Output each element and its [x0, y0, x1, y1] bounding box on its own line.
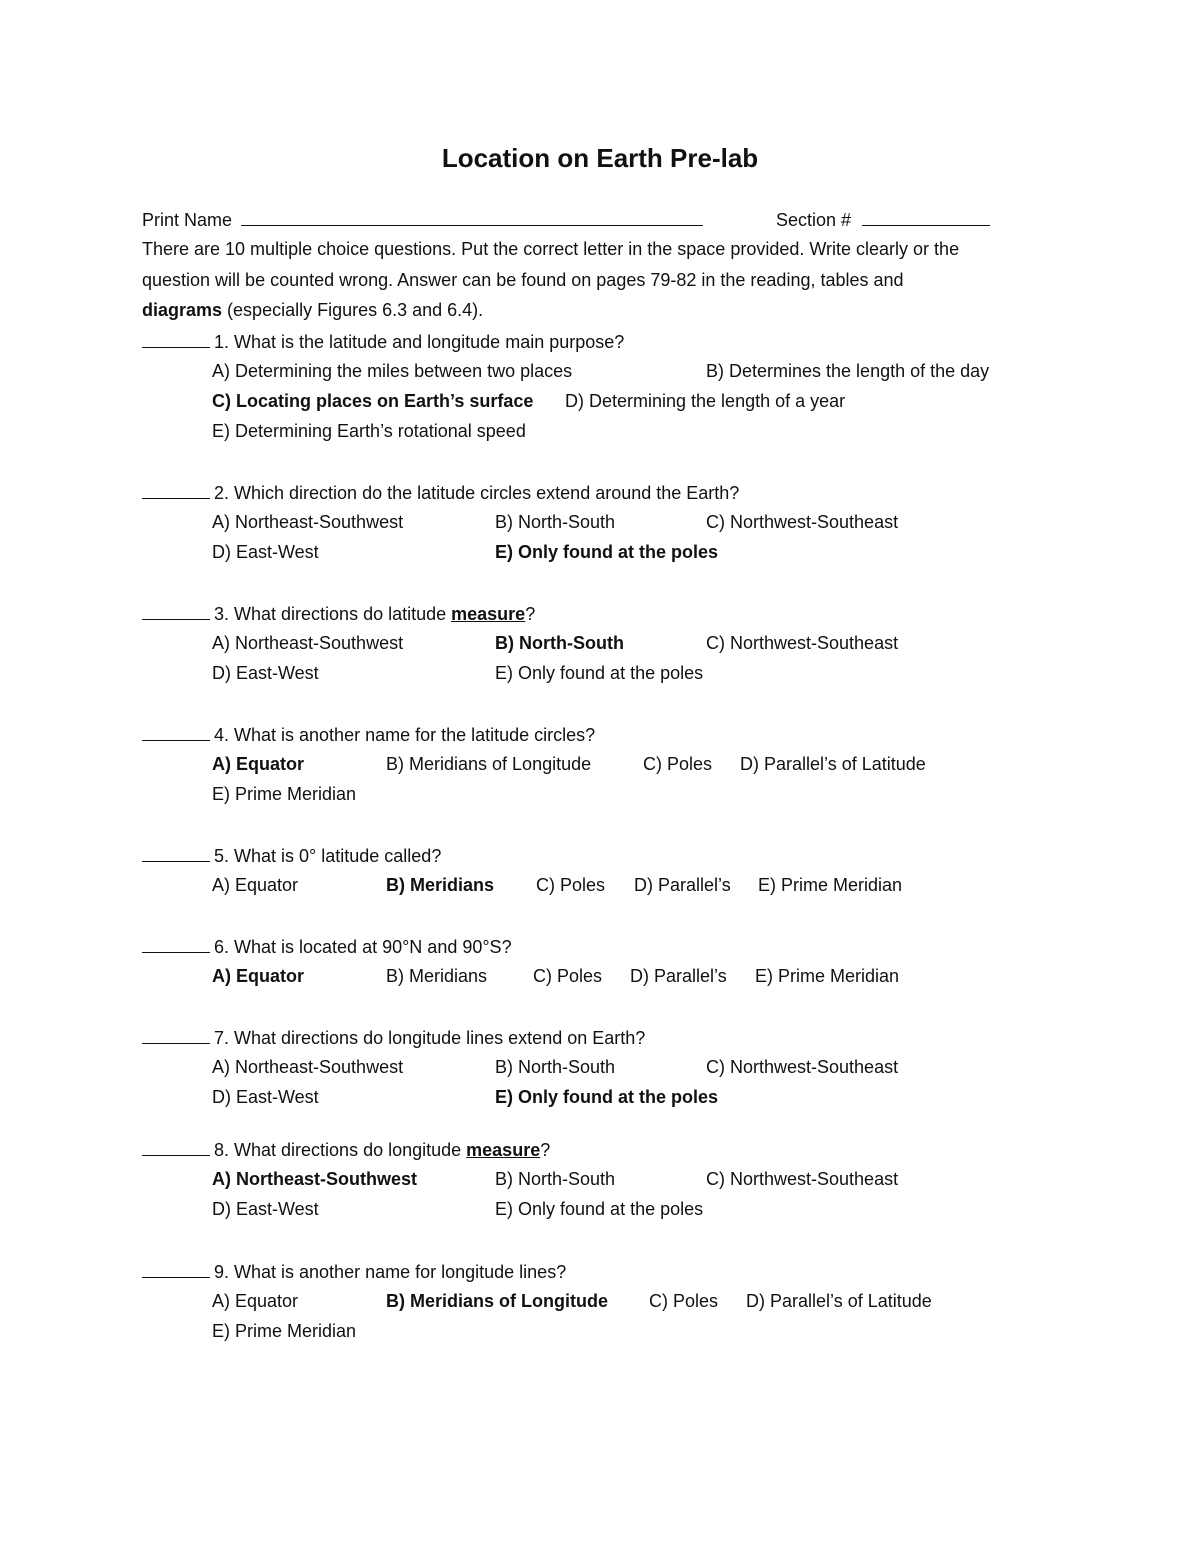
- question-number: 1.: [214, 332, 235, 352]
- answer-blank[interactable]: [142, 722, 210, 741]
- answer-option: D) East-West: [212, 542, 319, 562]
- answer-option: C) Poles: [649, 1291, 719, 1311]
- answer-option: B) North-South: [495, 1057, 616, 1077]
- section-field[interactable]: [862, 207, 990, 226]
- question-text: What is 0° latitude called?: [234, 846, 442, 866]
- answer-blank[interactable]: [142, 601, 210, 620]
- answer-option: D) East-West: [212, 1087, 319, 1107]
- answer-option: E) Only found at the poles: [495, 1087, 719, 1107]
- answer-option: E) Prime Meridian: [758, 875, 903, 895]
- answer-option: B) Meridians of Longitude: [386, 754, 592, 774]
- answer-option: E) Prime Meridian: [212, 784, 357, 804]
- question-4: [142, 722, 595, 747]
- answer-option: C) Northwest-Southeast: [706, 1169, 899, 1189]
- question-9: [142, 1259, 566, 1284]
- question-number: 8.: [214, 1140, 235, 1160]
- question-5: [142, 843, 441, 868]
- answer-option: D) Parallel’s of Latitude: [740, 754, 926, 774]
- answer-blank[interactable]: [142, 1025, 210, 1044]
- answer-option: B) Determines the length of the day: [706, 361, 990, 381]
- question-number: 3.: [214, 604, 235, 624]
- question-2: [142, 480, 739, 505]
- answer-option: C) Poles: [533, 966, 603, 986]
- answer-option: A) Equator: [212, 1291, 299, 1311]
- answer-option: A) Northeast-Southwest: [212, 512, 404, 532]
- answer-option: C) Northwest-Southeast: [706, 512, 899, 532]
- answer-option: D) Parallel’s: [634, 875, 731, 895]
- answer-option: E) Prime Meridian: [755, 966, 900, 986]
- answer-option: A) Northeast-Southwest: [212, 1057, 404, 1077]
- question-7: [142, 1025, 645, 1050]
- answer-option: B) Meridians of Longitude: [386, 1291, 608, 1311]
- answer-option: A) Equator: [212, 875, 299, 895]
- answer-option: B) North-South: [495, 512, 616, 532]
- answer-blank[interactable]: [142, 480, 210, 499]
- instructions-bold: diagrams: [142, 300, 223, 320]
- question-3: [142, 601, 535, 626]
- answer-option: A) Northeast-Southwest: [212, 633, 404, 653]
- question-number: 6.: [214, 937, 235, 957]
- question-text: What is another name for longitude lines?: [234, 1262, 567, 1282]
- question-1: [142, 329, 624, 354]
- question-number: 9.: [214, 1262, 235, 1282]
- answer-option: B) Meridians: [386, 966, 488, 986]
- answer-option: C) Northwest-Southeast: [706, 1057, 899, 1077]
- answer-option: C) Northwest-Southeast: [706, 633, 899, 653]
- question-number: 4.: [214, 725, 235, 745]
- instructions-line-1: There are 10 multiple choice questions. Put the correct letter in the space provided. Write clearly or the: [142, 239, 960, 259]
- question-emphasis: measure: [451, 604, 526, 624]
- section-row: [776, 207, 990, 232]
- question-text: What is the latitude and longitude main purpose?: [234, 332, 625, 352]
- question-6: [142, 934, 512, 959]
- question-number: 5.: [214, 846, 235, 866]
- answer-option: C) Locating places on Earth’s surface: [212, 391, 534, 411]
- question-text: What is located at 90°N and 90°S?: [234, 937, 512, 957]
- answer-blank[interactable]: [142, 843, 210, 862]
- question-text: What is another name for the latitude circles?: [234, 725, 596, 745]
- answer-option: C) Poles: [536, 875, 606, 895]
- answer-option: D) Parallel’s of Latitude: [746, 1291, 932, 1311]
- answer-option: D) East-West: [212, 663, 319, 683]
- answer-option: C) Poles: [643, 754, 713, 774]
- name-section-row: [142, 207, 703, 232]
- answer-blank[interactable]: [142, 329, 210, 348]
- question-text-end: ?: [540, 1140, 551, 1160]
- section-label: Section #: [776, 210, 852, 230]
- question-text-end: ?: [525, 604, 536, 624]
- print-name-field[interactable]: [241, 207, 703, 226]
- question-number: 2.: [214, 483, 235, 503]
- answer-option: E) Only found at the poles: [495, 542, 719, 562]
- question-8: [142, 1137, 550, 1162]
- question-text: Which direction do the latitude circles extend around the Earth?: [234, 483, 740, 503]
- answer-option: E) Prime Meridian: [212, 1321, 357, 1341]
- answer-option: B) North-South: [495, 1169, 616, 1189]
- instructions-line-2: question will be counted wrong. Answer can be found on pages 79-82 in the reading, tables and: [142, 270, 904, 290]
- instructions-rest: (especially Figures 6.3 and 6.4).: [222, 300, 484, 320]
- question-text: What directions do longitude lines extend on Earth?: [234, 1028, 646, 1048]
- question-emphasis: measure: [466, 1140, 541, 1160]
- answer-option: E) Only found at the poles: [495, 663, 704, 683]
- answer-option: A) Determining the miles between two places: [212, 361, 573, 381]
- answer-option: D) Parallel’s: [630, 966, 727, 986]
- answer-option: B) Meridians: [386, 875, 495, 895]
- answer-option: A) Northeast-Southwest: [212, 1169, 418, 1189]
- answer-blank[interactable]: [142, 1259, 210, 1278]
- question-number: 7.: [214, 1028, 235, 1048]
- answer-option: D) East-West: [212, 1199, 319, 1219]
- question-text: What directions do latitude: [234, 604, 452, 624]
- answer-option: E) Only found at the poles: [495, 1199, 704, 1219]
- instructions-line-3: [142, 298, 483, 322]
- answer-option: A) Equator: [212, 754, 304, 774]
- answer-option: D) Determining the length of a year: [565, 391, 846, 411]
- answer-blank[interactable]: [142, 934, 210, 953]
- answer-option: A) Equator: [212, 966, 304, 986]
- page-title: Location on Earth Pre-lab: [441, 143, 759, 173]
- answer-option: B) North-South: [495, 633, 624, 653]
- answer-option: E) Determining Earth’s rotational speed: [212, 421, 526, 441]
- answer-blank[interactable]: [142, 1137, 210, 1156]
- question-text: What directions do longitude: [234, 1140, 467, 1160]
- print-name-label: Print Name: [142, 210, 233, 230]
